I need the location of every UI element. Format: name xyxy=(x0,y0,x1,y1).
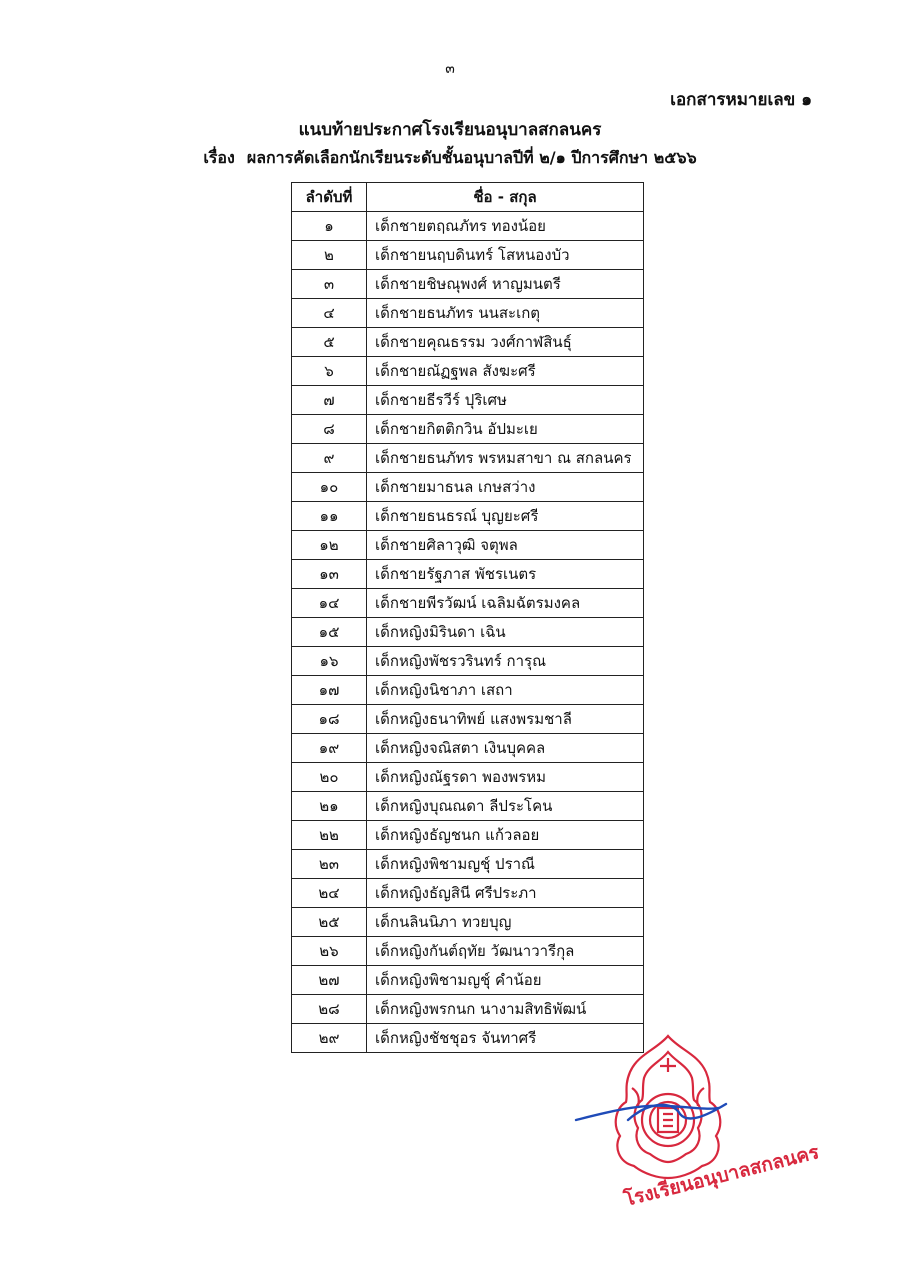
student-name: เด็กหญิงพัชรวรินทร์ การุณ xyxy=(367,647,644,676)
table-row xyxy=(292,415,644,444)
row-number: ๑๔ xyxy=(292,589,367,618)
student-name: เด็กหญิงพิชามญชุ์ คำน้อย xyxy=(367,966,644,995)
row-number: ๕ xyxy=(292,328,367,357)
student-name: เด็กชายธนภัทร นนสะเกตุ xyxy=(367,299,644,328)
row-number: ๑๗ xyxy=(292,676,367,705)
row-number: ๒๓ xyxy=(292,850,367,879)
row-number: ๑ xyxy=(292,212,367,241)
page-number: ๓ xyxy=(445,61,455,77)
row-number: ๓ xyxy=(292,270,367,299)
table-row xyxy=(292,879,644,908)
row-number: ๒๘ xyxy=(292,995,367,1024)
header-order: ลำดับที่ xyxy=(292,183,367,212)
student-name: เด็กหญิงบุณณดา ลีประโคน xyxy=(367,792,644,821)
row-number: ๑๘ xyxy=(292,705,367,734)
row-number: ๑๐ xyxy=(292,473,367,502)
row-number: ๒ xyxy=(292,241,367,270)
table-row xyxy=(292,734,644,763)
student-name: เด็กหญิงชัชชุอร จันทาศรี xyxy=(367,1024,644,1053)
table-row xyxy=(292,705,644,734)
header-name: ชื่อ - สกุล xyxy=(367,183,644,212)
row-number: ๙ xyxy=(292,444,367,473)
student-name: เด็กหญิงมิรินดา เฉิน xyxy=(367,618,644,647)
table-row xyxy=(292,589,644,618)
row-number: ๗ xyxy=(292,386,367,415)
document-number: เอกสารหมายเลข ๑ xyxy=(670,90,812,110)
student-name: เด็กหญิงจณิสตา เงินบุคคล xyxy=(367,734,644,763)
table-row xyxy=(292,821,644,850)
table-row xyxy=(292,618,644,647)
student-name: เด็กชายณัฏฐพล สังฆะศรี xyxy=(367,357,644,386)
row-number: ๒๖ xyxy=(292,937,367,966)
student-name: เด็กชายศิลาวุฒิ จตุพล xyxy=(367,531,644,560)
row-number: ๒๕ xyxy=(292,908,367,937)
row-number: ๒๙ xyxy=(292,1024,367,1053)
row-number: ๖ xyxy=(292,357,367,386)
table-row xyxy=(292,850,644,879)
table-row xyxy=(292,647,644,676)
table-row xyxy=(292,212,644,241)
student-name: เด็กชายธนธรณ์ บุญยะศรี xyxy=(367,502,644,531)
row-number: ๑๖ xyxy=(292,647,367,676)
subject-text: ผลการคัดเลือกนักเรียนระดับชั้นอนุบาลปีที่ ๒/๑ ปีการศึกษา ๒๕๖๖ xyxy=(246,148,697,167)
table-row xyxy=(292,473,644,502)
table-row xyxy=(292,241,644,270)
student-name: เด็กชายชิษณุพงศ์ หาญมนตรี xyxy=(367,270,644,299)
table-row xyxy=(292,560,644,589)
student-name: เด็กชายมาธนล เกษสว่าง xyxy=(367,473,644,502)
student-name: เด็กชายนฤบดินทร์ โสหนองบัว xyxy=(367,241,644,270)
student-name: เด็กชายคุณธรรม วงศ์กาฬสินธุ์ xyxy=(367,328,644,357)
student-name: เด็กหญิงพิชามญชุ์ ปราณี xyxy=(367,850,644,879)
row-number: ๑๒ xyxy=(292,531,367,560)
student-name: เด็กหญิงกันต์ฤทัย วัฒนาวารีกุล xyxy=(367,937,644,966)
row-number: ๒๑ xyxy=(292,792,367,821)
subject-label: เรื่อง xyxy=(203,148,235,167)
table-row xyxy=(292,531,644,560)
row-number: ๒๐ xyxy=(292,763,367,792)
table-row xyxy=(292,357,644,386)
table-row xyxy=(292,995,644,1024)
table-row xyxy=(292,908,644,937)
table-row xyxy=(292,444,644,473)
student-name: เด็กหญิงนิชาภา เสถา xyxy=(367,676,644,705)
table-row xyxy=(292,966,644,995)
document-title: แนบท้ายประกาศโรงเรียนอนุบาลสกลนคร xyxy=(298,120,602,140)
table-row xyxy=(292,299,644,328)
table-row xyxy=(292,270,644,299)
table-row xyxy=(292,502,644,531)
row-number: ๘ xyxy=(292,415,367,444)
table-row xyxy=(292,328,644,357)
row-number: ๑๕ xyxy=(292,618,367,647)
row-number: ๑๑ xyxy=(292,502,367,531)
table-header-row xyxy=(292,183,644,212)
student-name: เด็กชายรัฐภาส พัชรเนตร xyxy=(367,560,644,589)
student-name: เด็กหญิงณัฐรดา พองพรหม xyxy=(367,763,644,792)
table-body xyxy=(292,212,644,1053)
student-name: เด็กหญิงธัญสินี ศรีประภา xyxy=(367,879,644,908)
table-row xyxy=(292,792,644,821)
student-name: เด็กชายตฤณภัทร ทองน้อย xyxy=(367,212,644,241)
table-row xyxy=(292,937,644,966)
row-number: ๒๒ xyxy=(292,821,367,850)
student-name: เด็กชายธีรวีร์ ปุริเศษ xyxy=(367,386,644,415)
table-row xyxy=(292,676,644,705)
row-number: ๒๗ xyxy=(292,966,367,995)
student-name: เด็กชายกิตติกวิน อัปมะเย xyxy=(367,415,644,444)
row-number: ๒๔ xyxy=(292,879,367,908)
row-number: ๔ xyxy=(292,299,367,328)
student-name: เด็กนลินนิภา ทวยบุญ xyxy=(367,908,644,937)
student-name: เด็กชายธนภัทร พรหมสาขา ณ สกลนคร xyxy=(367,444,644,473)
student-name: เด็กหญิงธนาทิพย์ แสงพรมชาลี xyxy=(367,705,644,734)
student-name: เด็กชายพีรวัฒน์ เฉลิมฉัตรมงคล xyxy=(367,589,644,618)
table-row xyxy=(292,386,644,415)
row-number: ๑๙ xyxy=(292,734,367,763)
row-number: ๑๓ xyxy=(292,560,367,589)
student-name: เด็กหญิงธัญชนก แก้วลอย xyxy=(367,821,644,850)
results-table xyxy=(291,182,644,1053)
student-name: เด็กหญิงพรกนก นางามสิทธิพัฒน์ xyxy=(367,995,644,1024)
document-subject xyxy=(0,146,900,171)
seal-text: โรงเรียนอนุบาลสกลนคร xyxy=(621,1141,822,1211)
table-row xyxy=(292,763,644,792)
school-seal xyxy=(568,1028,822,1218)
